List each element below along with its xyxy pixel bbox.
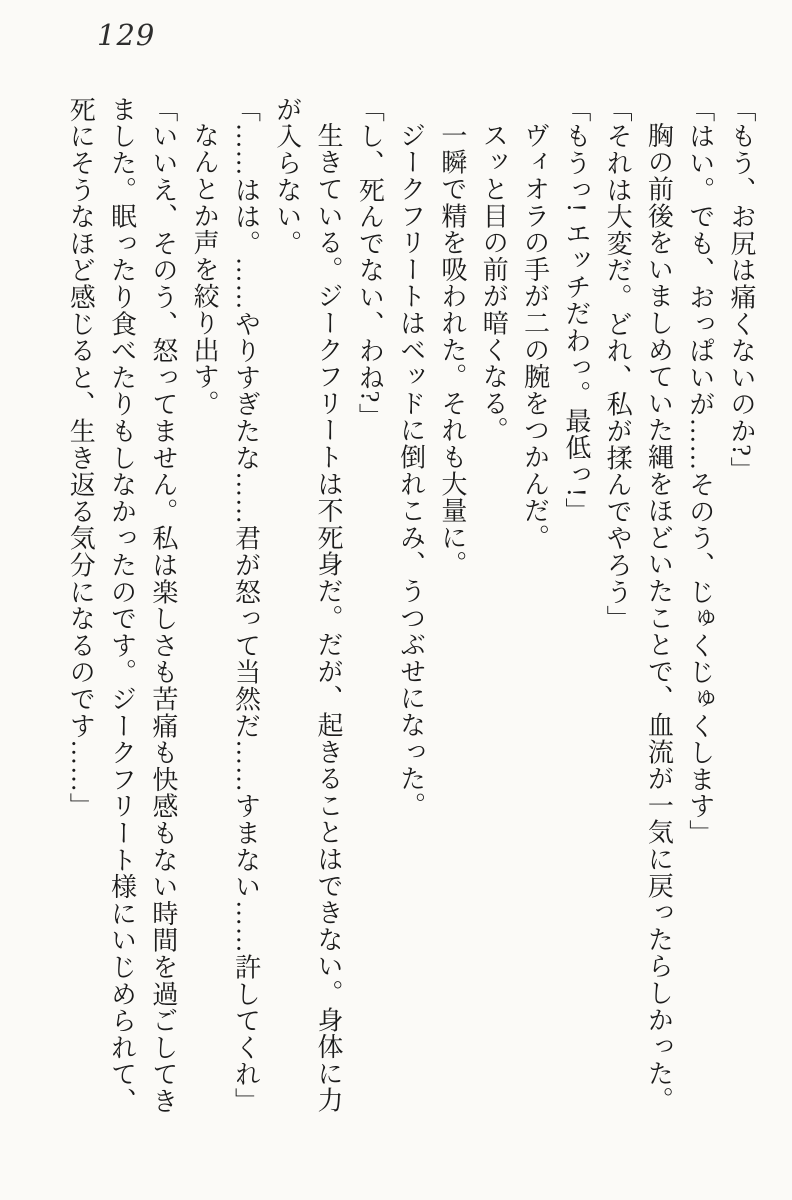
paragraph: 生きている。ジークフリートは不死身だ。だが、起きることはできない。身体に力が入らない。 (272, 96, 344, 1114)
paragraph: なんとか声を絞り出す。 (190, 122, 220, 417)
paragraph: 胸の前後をいましめていた縄をほどいたことで、血流が一気に戻ったらしかった。 (644, 122, 674, 1114)
paragraph: ジークフリートはベッドに倒れこみ、うつぶせになった。 (396, 122, 426, 819)
paragraph: 「し、死んでない、わね?」 (355, 96, 385, 430)
paragraph: 「いいえ、そのう、怒ってません。私は楽しさも苦痛も快感もない時間を過ごしてきました。眠ったり食べたりもしなかったのです。ジークフリート様にいじめられて、死にそうなほど感じると、生き返る気分になるのです……」 (66, 96, 178, 1115)
page-number: 129 (97, 18, 156, 52)
vertical-text-area (60, 96, 762, 1126)
paragraph: 一瞬で精を吸われた。それも大量に。 (437, 122, 467, 578)
paragraph: 「もう、お尻は痛くないのか?」 (727, 96, 756, 484)
paragraph: 「もうっ! エッチだわっ。最低っ!」 (561, 96, 591, 525)
paragraph: 「……はは。……やりすぎたな……君が怒って当然だ……すまない……許してくれ」 (231, 96, 261, 1115)
paragraph: 「それは大変だ。どれ、私が揉んでやろう」 (603, 96, 633, 632)
paragraph: スッと目の前が暗くなる。 (479, 122, 509, 444)
paragraph: 「はい。でも、おっぱいが……そのう、じゅくじゅくします」 (685, 96, 715, 847)
paragraph: ヴィオラの手が二の腕をつかんだ。 (520, 122, 550, 551)
